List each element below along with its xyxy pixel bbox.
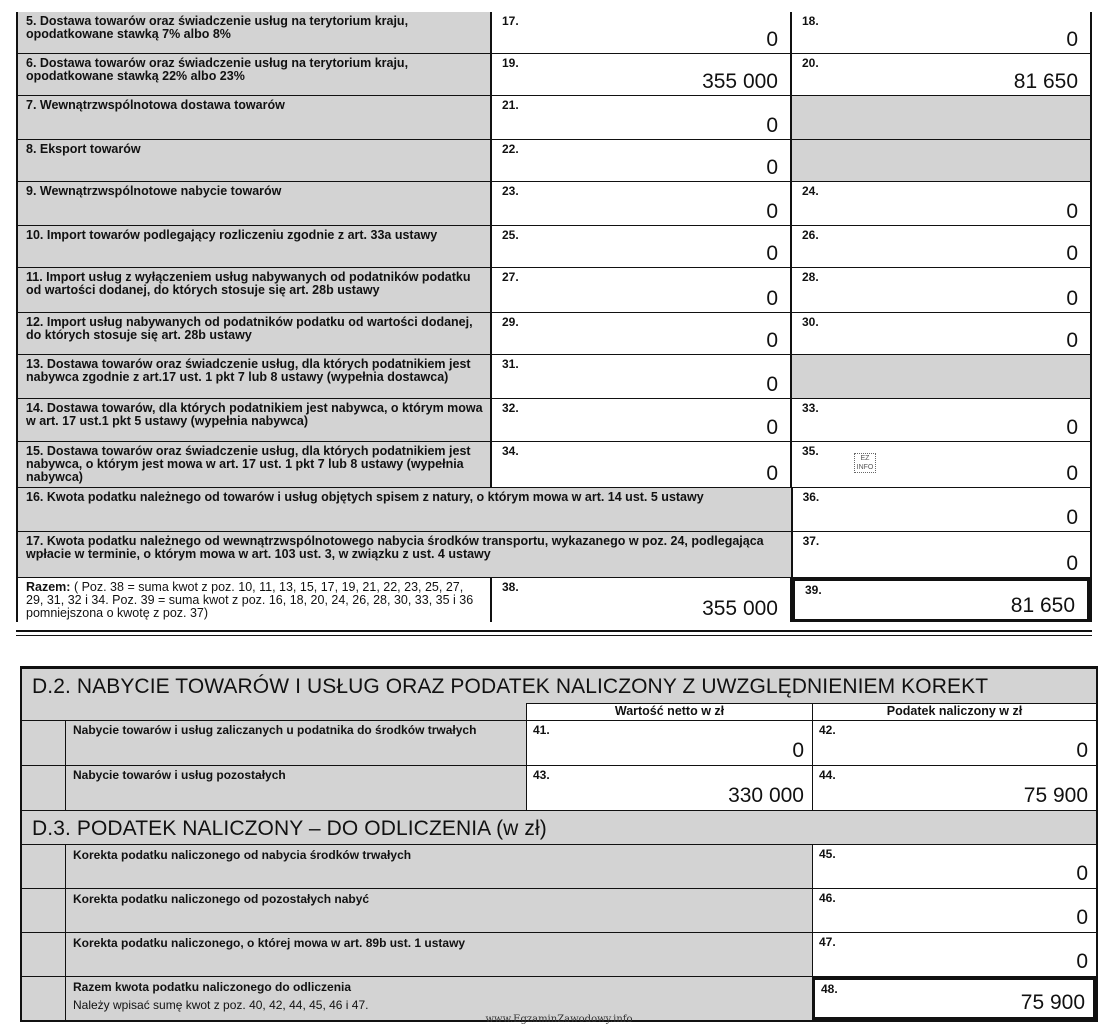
field-34[interactable] — [492, 442, 792, 487]
field-35[interactable] — [792, 442, 1090, 487]
field-number: 28. — [802, 270, 819, 284]
field-value: 0 — [1066, 329, 1078, 352]
field-number: 23. — [502, 184, 519, 198]
disabled-cell — [792, 140, 1090, 181]
section-title-d3: D.3. PODATEK NALICZONY – DO ODLICZENIA (w zł) — [22, 810, 1096, 844]
field-number: 45. — [819, 847, 836, 861]
field-value: 81 650 — [1013, 70, 1078, 93]
field-21[interactable] — [492, 96, 792, 139]
field-value: 75 900 — [1023, 784, 1088, 807]
field-44[interactable] — [812, 766, 1096, 810]
field-47[interactable] — [812, 933, 1096, 976]
row-label: 10. Import towarów podlegający rozliczeniu zgodnie z art. 33a ustawy — [18, 226, 492, 267]
field-number: 35. — [802, 444, 819, 458]
row-label: 5. Dostawa towarów oraz świadczenie usług na terytorium kraju, opodatkowane stawką 7% albo 8% — [18, 12, 492, 53]
row-label: 14. Dostawa towarów, dla których podatnikiem jest nabywca, o którym mowa w art. 17 ust.1 pkt 5 ustawy (wypełnia nabywca) — [18, 399, 492, 441]
total-row — [18, 578, 1090, 622]
field-number: 30. — [802, 315, 819, 329]
field-number: 38. — [502, 580, 519, 594]
row-label: Nabycie towarów i usług pozostałych — [73, 768, 286, 782]
field-46[interactable] — [812, 889, 1096, 932]
field-value: 0 — [766, 329, 778, 352]
field-number: 37. — [802, 534, 820, 548]
field-38[interactable] — [492, 578, 792, 622]
field-29[interactable] — [492, 313, 792, 354]
field-28[interactable] — [792, 268, 1090, 312]
field-27[interactable] — [492, 268, 792, 312]
field-value: 330 000 — [728, 784, 804, 807]
field-value: 0 — [1076, 906, 1088, 929]
row-label: Korekta podatku naliczonego od pozostałych nabyć — [73, 892, 370, 906]
field-value: 0 — [766, 114, 778, 137]
field-value: 355 000 — [702, 597, 778, 620]
table-row — [18, 399, 1090, 442]
field-number: 39. — [805, 583, 822, 597]
field-36[interactable] — [793, 488, 1090, 531]
row-label: Nabycie towarów i usług zaliczanych u podatnika do środków trwałych — [73, 723, 477, 737]
row-label: 12. Import usług nabywanych od podatników podatku od wartości dodanej, do których stosuje się art. 28b ustawy — [18, 313, 492, 354]
footer-url: www.EgzaminZawodowy.info — [485, 1014, 633, 1025]
field-number: 29. — [502, 315, 519, 329]
sales-table — [16, 12, 1092, 622]
field-value: 0 — [1066, 416, 1078, 439]
field-43[interactable] — [526, 766, 812, 810]
total-label-text: ( Poz. 38 = suma kwot z poz. 10, 11, 13, 15, 17, 19, 21, 22, 23, 25, 27, 29, 31, 32 i 34. Poz. 39 = suma kwot z poz. 16, 18, 20, 24, 26, 28, 30, 33, 35 i 36 pomniejszona o kwotę z poz. 37) — [26, 580, 474, 620]
field-value: 0 — [766, 28, 778, 51]
total-label-bold: Razem: — [26, 580, 71, 594]
field-value: 0 — [766, 416, 778, 439]
field-number: 44. — [819, 768, 836, 782]
table-row — [18, 313, 1090, 355]
field-37[interactable] — [793, 532, 1090, 577]
field-value: 0 — [766, 156, 778, 179]
field-number: 42. — [819, 723, 836, 737]
field-32[interactable] — [492, 399, 792, 441]
table-row — [22, 844, 1096, 888]
field-value: 0 — [766, 287, 778, 310]
field-number: 21. — [502, 98, 519, 112]
table-row — [18, 532, 1090, 578]
field-31[interactable] — [492, 355, 792, 398]
logo-watermark: EZ INFO — [854, 453, 876, 473]
field-number: 36. — [802, 490, 820, 504]
field-value: 0 — [766, 242, 778, 265]
field-number: 26. — [802, 228, 819, 242]
table-row — [22, 888, 1096, 932]
table-row — [18, 182, 1090, 226]
field-number: 20. — [802, 56, 819, 70]
field-value: 0 — [1066, 200, 1078, 223]
field-value: 81 650 — [1010, 594, 1075, 617]
field-value: 0 — [766, 462, 778, 485]
purchases-section — [20, 666, 1098, 1022]
field-number: 25. — [502, 228, 519, 242]
table-row — [18, 355, 1090, 399]
table-row — [22, 932, 1096, 976]
field-number: 22. — [502, 142, 519, 156]
field-45[interactable] — [812, 845, 1096, 888]
field-value: 0 — [1076, 739, 1088, 762]
field-value: 0 — [766, 200, 778, 223]
table-row — [18, 54, 1090, 96]
field-value: 0 — [766, 373, 778, 396]
table-row — [22, 720, 1096, 765]
field-19[interactable] — [492, 54, 792, 95]
total-label — [18, 578, 492, 622]
header-net-value: Wartość netto w zł — [526, 703, 812, 720]
table-row — [18, 268, 1090, 313]
disabled-cell — [792, 355, 1090, 398]
row-label: 6. Dostawa towarów oraz świadczenie usług na terytorium kraju, opodatkowane stawką 22% albo 23% — [18, 54, 492, 95]
field-30[interactable] — [792, 313, 1090, 354]
field-value: 355 000 — [702, 70, 778, 93]
total-note: Należy wpisać sumę kwot z poz. 40, 42, 44, 45, 46 i 47. — [73, 998, 369, 1012]
column-headers — [22, 703, 1096, 720]
field-26[interactable] — [792, 226, 1090, 267]
field-value: 0 — [1066, 28, 1078, 51]
field-42[interactable] — [812, 721, 1096, 765]
table-row — [18, 226, 1090, 268]
field-value: 0 — [1066, 506, 1078, 529]
row-label: 11. Import usług z wyłączeniem usług nabywanych od podatników podatku od wartości dodanej, do których stosuje się art. 28b ustawy — [18, 268, 492, 312]
row-label: 9. Wewnątrzwspólnotowe nabycie towarów — [18, 182, 492, 225]
row-label: 7. Wewnątrzwspólnotowa dostawa towarów — [18, 96, 492, 139]
row-label: 15. Dostawa towarów oraz świadczenie usług, dla których podatnikiem jest nabywca, o którym jest mowa w art. 17 ust. 1 pkt 7 lub 8 ustawy (wypełnia nabywca) — [18, 442, 492, 487]
section-title-d2: D.2. NABYCIE TOWARÓW I USŁUG ORAZ PODATEK NALICZONY Z UWZGLĘDNIENIEM KOREKT — [32, 675, 989, 698]
field-number: 47. — [819, 935, 836, 949]
row-label: 17. Kwota podatku należnego od wewnątrzwspólnotowego nabycia środków transportu, wykazanego w poz. 24, podlegająca wpłacie w terminie, o którym mowa w art. 103 ust. 3, w związku z ust. 4 ustawy — [18, 532, 793, 577]
field-value: 0 — [1076, 862, 1088, 885]
field-number: 31. — [502, 357, 519, 371]
field-number: 27. — [502, 270, 519, 284]
field-24[interactable] — [792, 182, 1090, 225]
row-label: Korekta podatku naliczonego, o której mowa w art. 89b ust. 1 ustawy — [73, 936, 466, 950]
field-number: 43. — [533, 768, 550, 782]
table-row — [18, 96, 1090, 140]
table-row — [18, 442, 1090, 488]
field-41[interactable] — [526, 721, 812, 765]
field-number: 19. — [502, 56, 519, 70]
disabled-cell — [792, 96, 1090, 139]
field-number: 18. — [802, 14, 819, 28]
row-label: 13. Dostawa towarów oraz świadczenie usług, dla których podatnikiem jest nabywca zgodnie z art.17 ust. 1 pkt 7 lub 8 ustawy (wypełnia dostawca) — [18, 355, 492, 398]
row-label: 8. Eksport towarów — [18, 140, 492, 181]
total-label-text: Razem kwota podatku naliczonego do odliczenia — [73, 980, 352, 994]
field-33[interactable] — [792, 399, 1090, 441]
field-number: 17. — [502, 14, 519, 28]
field-20[interactable] — [792, 54, 1090, 95]
field-18[interactable] — [792, 12, 1090, 53]
table-row — [18, 12, 1090, 54]
field-25[interactable] — [492, 226, 792, 267]
field-value: 0 — [1076, 950, 1088, 973]
table-row — [18, 488, 1090, 532]
field-number: 32. — [502, 401, 519, 415]
table-row — [18, 140, 1090, 182]
field-17[interactable] — [492, 12, 792, 53]
section-divider — [16, 630, 1092, 636]
field-number: 33. — [802, 401, 819, 415]
field-23[interactable] — [492, 182, 792, 225]
field-value: 0 — [792, 739, 804, 762]
field-22[interactable] — [492, 140, 792, 181]
header-input-tax: Podatek naliczony w zł — [812, 703, 1096, 720]
field-number: 24. — [802, 184, 819, 198]
field-number: 48. — [821, 982, 838, 996]
field-value: 0 — [1066, 242, 1078, 265]
field-number: 41. — [533, 723, 550, 737]
row-label: Korekta podatku naliczonego od nabycia środków trwałych — [73, 848, 412, 862]
row-label: 16. Kwota podatku należnego od towarów i usług objętych spisem z natury, o którym mowa w art. 14 ust. 5 ustawy — [18, 488, 793, 531]
field-value: 0 — [1066, 552, 1078, 575]
field-number: 46. — [819, 891, 836, 905]
field-value: 0 — [1066, 287, 1078, 310]
field-number: 34. — [502, 444, 519, 458]
field-39[interactable] — [792, 578, 1090, 622]
field-value: 75 900 — [1020, 991, 1085, 1014]
field-value: 0 — [1066, 462, 1078, 485]
table-row — [22, 765, 1096, 810]
